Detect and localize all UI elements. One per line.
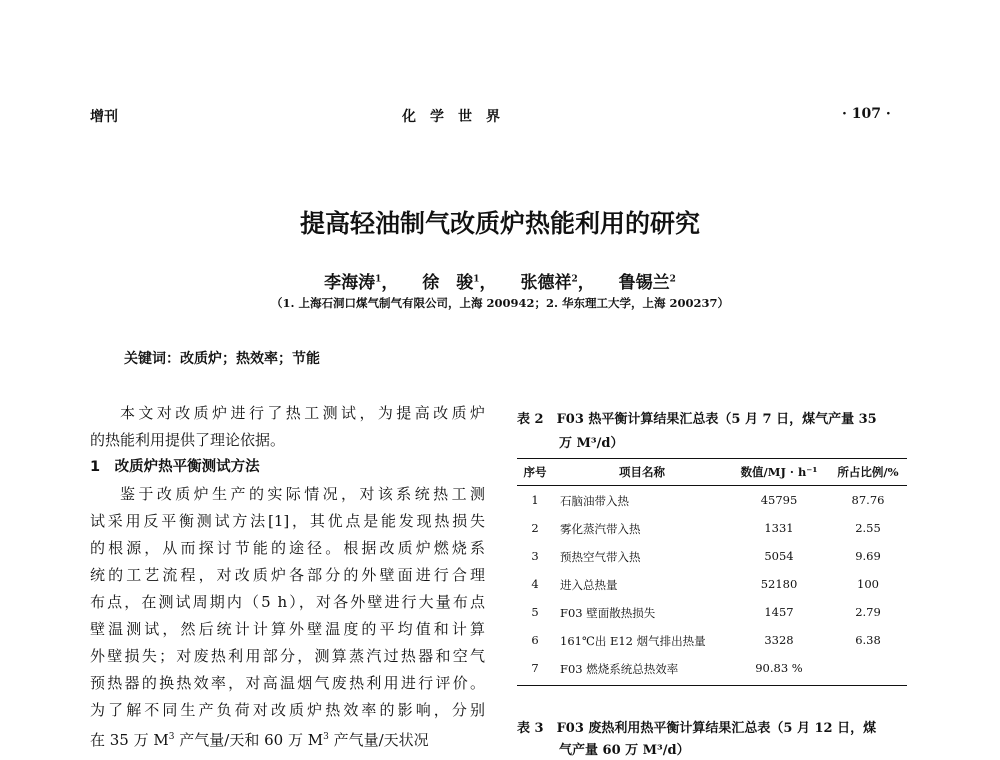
table-cell: 石脑油带入热 [560,494,629,508]
affiliation: （1. 上海石洞口煤气制气有限公司，上海 200942；2. 华东理工大学，上海 200237） [270,296,730,310]
table-cell: 2 [531,521,539,535]
table-cell: 6.38 [855,633,881,647]
section-heading: 1 改质炉热平衡测试方法 [90,459,260,475]
table-cell: 9.69 [855,549,881,563]
table-header-cell: 序号 [523,465,547,479]
keywords: 关键词：改质炉；热效率；节能 [124,351,320,367]
table3-caption: 表 3 F03 废热利用热平衡计算结果汇总表（5 月 12 日，煤 [517,721,877,736]
paragraph-line: 统的工艺流程，对改质炉各部分的外壁面进行合理 [90,566,485,584]
table-cell: 45795 [760,493,798,507]
paragraph-line: 的热能利用提供了理论依据。 [90,431,286,449]
paragraph-line: 本文对改质炉进行了热工测试，为提高改质炉 [120,404,485,422]
table-cell: 161℃出 E12 烟气排出热量 [560,634,706,648]
paragraph-line: 布点，在测试周期内（5 h），对各外壁进行大量布点 [90,593,485,611]
table-cell: 90.83 % [755,661,803,675]
paragraph-line: 试采用反平衡测试方法[1]，其优点是能发现热损失 [90,512,485,530]
table-header-cell: 数值/MJ · h⁻¹ [740,465,818,479]
table-cell: 100 [857,577,879,591]
author: 鲁锡兰$^2$ [618,273,676,293]
table-cell: 52180 [760,577,798,591]
table-cell: 5054 [764,549,794,563]
paragraph-line: 的根源，从而探讨节能的途径。根据改质炉燃烧系 [90,539,485,557]
table-cell: 雾化蒸汽带入热 [560,522,641,536]
paragraph-line: 在 35 万 $M^3$ 产气量/天和 60 万 $M^3$ 产气量/天状况 [90,731,429,749]
table-cell: 3328 [764,633,794,647]
table-cell: 预热空气带入热 [560,550,641,564]
running-header-left: 增刊 [90,109,118,125]
table-cell: 6 [531,633,539,647]
table-top-rule [517,458,907,459]
paragraph-line: 外壁损失；对废热利用部分，测算蒸汽过热器和空气 [90,647,485,665]
table-header-rule [517,485,907,486]
page-number: · 107 · [842,106,891,122]
paragraph-line: 预热器的换热效率，对高温烟气废热利用进行评价。 [90,674,485,692]
table-cell: 3 [531,549,539,563]
table-cell: 87.76 [851,493,885,507]
table-cell: 1331 [764,521,794,535]
table-cell: 2.79 [855,605,881,619]
table-cell: 5 [531,605,539,619]
table-cell: 7 [531,661,539,675]
table-cell: 1457 [764,605,794,619]
table-header-cell: 所占比例/% [837,465,899,479]
table-cell: 1 [531,493,539,507]
table-bottom-rule [517,685,907,686]
author: 徐 骏$^1$， [422,273,497,293]
author: 李海涛$^1$， [324,273,399,293]
table-cell: F03 燃烧系统总热效率 [560,662,679,676]
paper-title: 提高轻油制气改质炉热能利用的研究 [299,209,700,238]
paragraph-line: 壁温测试，然后统计计算外壁温度的平均值和计算 [90,620,485,638]
table-cell: 2.55 [855,521,881,535]
table2-caption-cont: 万 M³/d） [559,436,624,451]
table2-caption: 表 2 F03 热平衡计算结果汇总表（5 月 7 日，煤气产量 35 [517,412,877,427]
author: 张德祥$^2$， [520,273,595,293]
paragraph-line: 鉴于改质炉生产的实际情况，对该系统热工测 [120,485,485,503]
table-header-cell: 项目名称 [619,465,665,479]
table3-caption-cont: 气产量 60 万 M³/d） [559,743,690,758]
paragraph-line: 为了解不同生产负荷对改质炉热效率的影响，分别 [90,701,485,719]
table-cell: 进入总热量 [560,578,618,592]
author-list [0,268,1000,293]
table-cell: F03 壁面散热损失 [560,606,656,620]
journal-name: 化 学 世 界 [402,109,500,125]
table-cell: 4 [531,577,539,591]
